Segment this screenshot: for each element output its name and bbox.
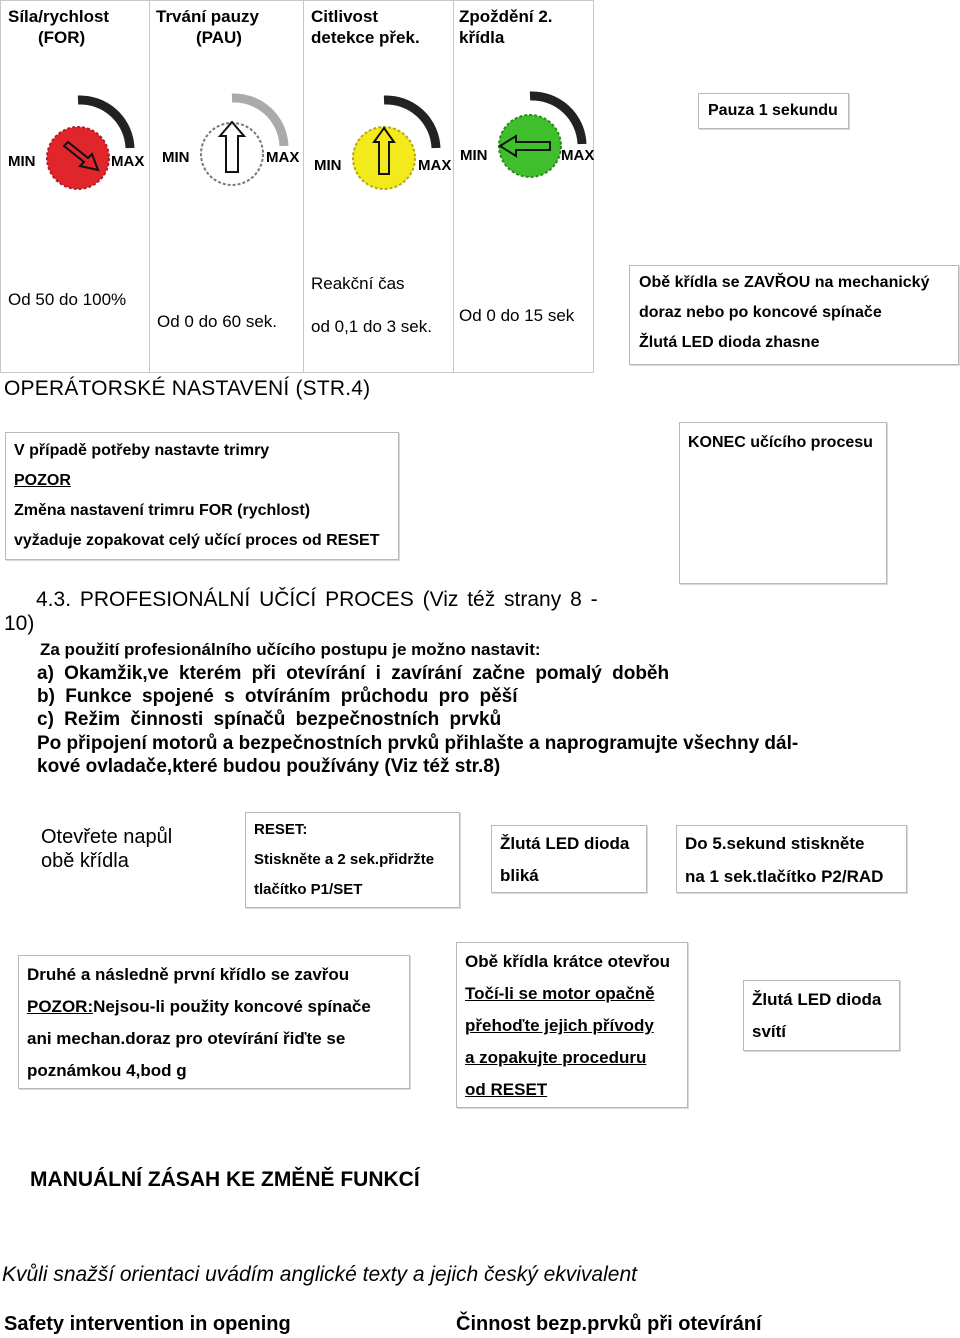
svg-text:MAX: MAX	[561, 147, 595, 164]
close-box: Obě křídla se ZAVŘOU na mechanický doraz nebo po koncové spínače Žlutá LED dioda zhasne	[629, 265, 959, 365]
press-p2-box: Do 5.sekund stiskněte na 1 sek.tlačítko P2/RAD	[676, 825, 907, 893]
manual-heading: MANUÁLNÍ ZÁSAH KE ZMĚNĚ FUNKCÍ	[30, 1168, 420, 1191]
translation-note: Kvůli snažší orientaci uvádím anglické texty a jejich český ekvivalent	[2, 1263, 637, 1286]
list-item: c) Režim činnosti spínačů bezpečnostních prvků	[37, 709, 502, 730]
reaction-label: Reakční čas	[311, 274, 405, 293]
svg-text:MIN: MIN	[460, 147, 488, 164]
svg-text:MIN: MIN	[162, 149, 190, 166]
close-sequence-box: Druhé a následně první křídlo se zavřou POZOR:Nejsou-li použity koncové spínače ani mechan.doraz pro otevírání řiďte se poznámkou 4,bod g	[18, 955, 410, 1089]
section-intro: Za použití profesionálního učícího postupu je možno nastavit:	[40, 640, 541, 659]
list-item: a) Okamžik,ve kterém při otevírání i zavírání začne pomalý doběh	[37, 663, 670, 684]
header-for: Síla/rychlost (FOR)	[8, 7, 110, 47]
trimmer-dial-delay	[458, 88, 598, 193]
trimmer-dial-sensitivity	[312, 92, 452, 197]
section-title-cont: 10)	[4, 612, 35, 635]
footer-english: Safety intervention in opening	[4, 1313, 291, 1335]
trimmer-dial-for	[6, 92, 146, 197]
range-pau: Od 0 do 60 sek.	[157, 312, 278, 331]
operator-heading: OPERÁTORSKÉ NASTAVENÍ (STR.4)	[4, 377, 371, 400]
header-pau: Trvání pauzy (PAU)	[156, 7, 259, 47]
adjust-box: V případě potřeby nastavte trimry POZOR Změna nastavení trimru FOR (rychlost) vyžaduje zopakovat celý učící proces od RESET	[5, 432, 399, 560]
table-divider	[303, 0, 304, 373]
header-delay: Zpoždění 2. křídla	[459, 7, 553, 47]
range-for: Od 50 do 100%	[8, 290, 127, 309]
reset-box: RESET: Stiskněte a 2 sek.přidržte tlačítko P1/SET	[245, 812, 460, 908]
section-text: kové ovladače,které budou používány (Viz též str.8)	[37, 756, 501, 777]
section-title: 4.3. PROFESIONÁLNÍ UČÍCÍ PROCES (Viz též strany 8 -	[36, 588, 598, 611]
range-delay: Od 0 do 15 sek	[459, 306, 575, 325]
led-blink-box: Žlutá LED dioda bliká	[491, 825, 647, 893]
table-divider	[149, 0, 150, 373]
pause-box: Pauza 1 sekundu	[698, 93, 849, 129]
table-divider	[453, 0, 454, 373]
open-sequence-box: Obě křídla krátce otevřou Točí-li se motor opačně přehoďte jejich přívody a zopakujte proceduru od RESET	[456, 942, 688, 1108]
range-reaction: od 0,1 do 3 sek.	[311, 317, 432, 336]
svg-text:MAX: MAX	[111, 153, 145, 170]
footer-czech: Činnost bezp.prvků při otevírání	[456, 1313, 762, 1335]
svg-text:MIN: MIN	[314, 157, 342, 174]
header-sensitivity: Citlivost detekce přek.	[311, 7, 420, 47]
svg-text:MAX: MAX	[266, 149, 300, 166]
svg-text:MAX: MAX	[418, 157, 452, 174]
svg-text:MIN: MIN	[8, 153, 36, 170]
trimmer-dial-pau	[160, 88, 300, 193]
section-text: Po připojení motorů a bezpečnostních prvků přihlašte a naprogramujte všechny dál-	[37, 733, 799, 754]
list-item: b) Funkce spojené s otvíráním průchodu pro pěší	[37, 686, 518, 707]
open-half-text: Otevřete napůl obě křídla	[41, 826, 173, 872]
led-on-box: Žlutá LED dioda svítí	[743, 980, 900, 1051]
end-box: KONEC učícího procesu	[679, 422, 887, 584]
